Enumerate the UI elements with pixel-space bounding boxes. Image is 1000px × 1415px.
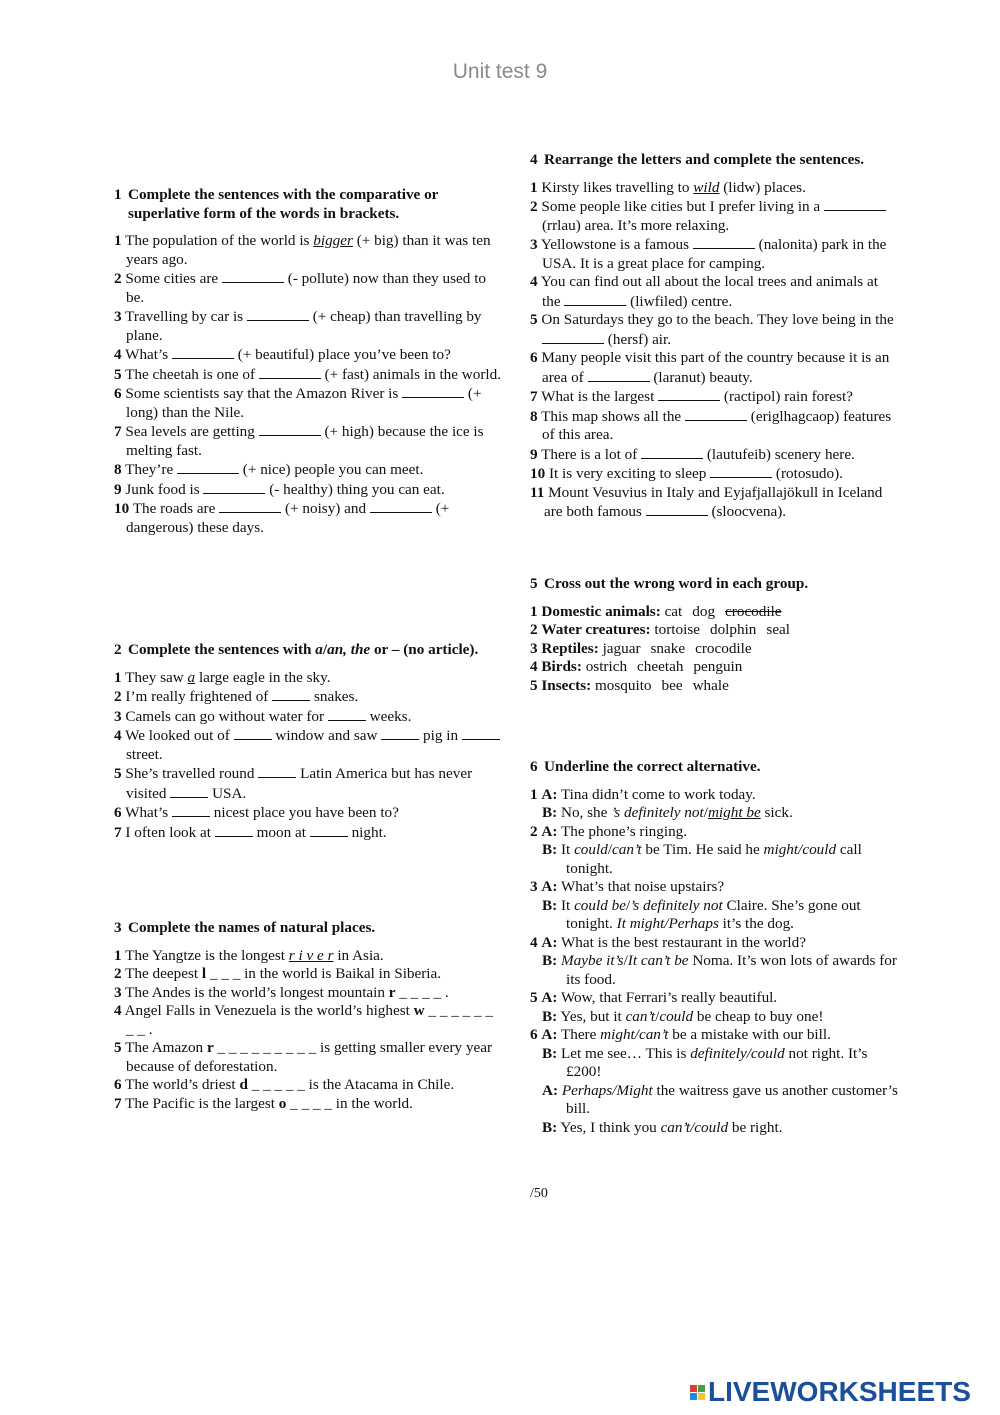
answer-blank[interactable] <box>258 764 296 778</box>
s2-item-3: 3 Camels can go without water for weeks. <box>114 707 412 725</box>
s2-item-4: 4 We looked out of window and saw pig in street. <box>114 726 504 764</box>
answer-blank[interactable] <box>172 803 210 817</box>
alternative-underlined[interactable]: might be <box>707 804 761 821</box>
answer-blank[interactable] <box>170 784 208 798</box>
s1-example-answer: bigger <box>313 232 353 249</box>
s5-group-4: 4 Birds: ostrich cheetah penguin <box>530 658 743 675</box>
word[interactable]: dog <box>692 602 716 620</box>
section-4-heading: 4 Rearrange the letters and complete the sentences. <box>530 151 865 168</box>
s6-line: 2 A: The phone’s ringing. <box>530 822 688 840</box>
s1-item-7: 7 Sea levels are getting (+ high) because the ice is melting fast. <box>114 423 484 459</box>
word[interactable]: crocodile <box>695 639 752 657</box>
s1-item-8: 8 They’re (+ nice) people you can meet. <box>114 461 424 478</box>
answer-blank[interactable] <box>172 345 234 359</box>
s4-item-5: 5 On Saturdays they go to the beach. They love being in the (hersf) air. <box>530 311 894 348</box>
word[interactable]: seal <box>766 621 791 638</box>
s4-item-11: 11 Mount Vesuvius in Italy and Eyjafjallajökull in Iceland are both famous (sloocvena). <box>530 483 883 520</box>
alternative[interactable]: Perhaps/Might <box>561 1081 653 1099</box>
alternative[interactable]: ’s definitely not <box>611 804 704 821</box>
alternative[interactable]: It might/Perhaps <box>616 915 719 932</box>
answer-blank[interactable] <box>234 726 272 740</box>
word[interactable]: cheetah <box>637 658 684 675</box>
s1-item-6: 6 Some scientists say that the Amazon River is (+ long) than the Nile. <box>114 385 482 421</box>
s4-item-8: 8 This map shows all the (eriglhagcaop) features of this area. <box>530 407 892 443</box>
word[interactable]: mosquito <box>594 676 652 694</box>
s5-group-3: 3 Reptiles: jaguar snake crocodile <box>530 639 752 657</box>
s3-item-4[interactable]: 4 Angel Falls in Venezuela is the world’s highest w _ _ _ _ _ _ _ _ . <box>114 1002 493 1038</box>
s6-line: A: Perhaps/Might the waitress gave us another customer’s bill. <box>542 1081 898 1117</box>
alternative[interactable]: definitely/could <box>690 1044 785 1062</box>
s1-item-5: 5 The cheetah is one of (+ fast) animals in the world. <box>114 365 502 383</box>
logo-badge-icon <box>690 1385 705 1400</box>
s4-item-6: 6 Many people visit this part of the country because it is an area of (laranut) beauty. <box>530 349 890 386</box>
word[interactable]: cat <box>664 602 683 620</box>
s5-group-2: 2 Water creatures: tortoise dolphin seal <box>530 621 791 638</box>
alternative[interactable]: can’t/could <box>660 1118 729 1136</box>
s3-item-3[interactable]: 3 The Andes is the world’s longest mountain r _ _ _ _ . <box>114 983 449 1001</box>
s6-line: 4 A: What is the best restaurant in the world? <box>530 933 806 951</box>
answer-blank[interactable] <box>310 823 348 837</box>
s2-item-6: 6 What’s nicest place you have been to? <box>114 804 399 821</box>
s6-line: B: Maybe it’s/It can’t be Noma. It’s won lots of awards for its food. <box>542 952 897 988</box>
answer-blank[interactable] <box>641 445 703 459</box>
s4-item-3: 3 Yellowstone is a famous (nalonita) park in the USA. It is a great place for camping. <box>530 236 887 272</box>
word[interactable]: dolphin <box>709 621 757 638</box>
answer-blank[interactable] <box>259 365 321 379</box>
s1-item-10: 10 The roads are (+ noisy) and (+ dangerous) these days. <box>114 500 450 536</box>
word[interactable]: whale <box>692 676 729 694</box>
word[interactable]: tortoise <box>654 621 700 638</box>
section-6-heading: 6 Underline the correct alternative. <box>530 758 761 775</box>
section-1-heading: 1 Complete the sentences with the comparative or superlative form of the words in brackets. <box>114 186 439 222</box>
answer-blank[interactable] <box>177 460 239 474</box>
answer-blank[interactable] <box>542 330 604 344</box>
alternative[interactable]: It can’t be <box>627 952 689 969</box>
page-title: Unit test 9 <box>452 60 548 83</box>
alternative[interactable]: can’t <box>612 841 642 858</box>
answer-blank[interactable] <box>658 387 720 401</box>
s3-item-2[interactable]: 2 The deepest l _ _ _ in the world is Baikal in Siberia. <box>114 965 442 982</box>
s2-example-answer: a <box>187 668 196 686</box>
answer-blank[interactable] <box>588 368 650 382</box>
section-6 <box>530 758 900 1137</box>
alternative[interactable]: might/could <box>763 841 837 858</box>
answer-blank[interactable] <box>247 307 309 321</box>
answer-blank[interactable] <box>402 384 464 398</box>
answer-blank[interactable] <box>219 499 281 513</box>
s4-item-1: 1 Kirsty likes travelling to wild (lidw) places. <box>530 178 806 196</box>
answer-blank[interactable] <box>259 422 321 436</box>
s1-item-3: 3 Travelling by car is (+ cheap) than travelling by plane. <box>114 308 482 344</box>
alternative[interactable]: could be <box>574 896 626 914</box>
word-crossed-out[interactable]: crocodile <box>725 602 782 620</box>
answer-blank[interactable] <box>462 726 500 740</box>
alternative[interactable]: can’t <box>625 1007 656 1025</box>
s6-line: 6 A: There might/can’t be a mistake with our bill. <box>530 1026 831 1043</box>
alternative[interactable]: could <box>659 1007 694 1025</box>
s6-line: 5 A: Wow, that Ferrari’s really beautiful. <box>530 989 778 1006</box>
answer-blank[interactable] <box>710 464 772 478</box>
answer-blank[interactable] <box>328 707 366 721</box>
s1-item-2: 2 Some cities are (- pollute) now than they used to be. <box>114 270 487 306</box>
word[interactable]: jaguar <box>602 639 641 657</box>
alternative[interactable]: Maybe it’s <box>560 952 624 969</box>
section-5 <box>530 575 900 695</box>
answer-blank[interactable] <box>685 407 747 421</box>
answer-blank[interactable] <box>203 480 265 494</box>
s5-group-5: 5 Insects: mosquito bee whale <box>530 676 729 694</box>
s1-item-9: 9 Junk food is (- healthy) thing you can eat. <box>114 480 445 498</box>
word[interactable]: ostrich <box>585 658 628 675</box>
total-score: /50 <box>530 1186 548 1201</box>
section-3 <box>114 919 504 1113</box>
answer-blank[interactable] <box>564 292 626 306</box>
s1-item-1: 1 The population of the world is bigger (+ big) than it was ten years ago. <box>114 232 491 268</box>
alternative[interactable]: might/can’t <box>600 1026 669 1043</box>
s6-line: B: No, she ’s definitely not/might be sick. <box>542 804 793 821</box>
s1-item-4: 4 What’s (+ beautiful) place you’ve been to? <box>114 346 451 363</box>
s2-item-2: 2 I’m really frightened of snakes. <box>114 688 359 705</box>
s4-item-2: 2 Some people like cities but I prefer living in a (rrlau) area. It’s more relaxing. <box>530 197 900 235</box>
answer-blank[interactable] <box>215 823 253 837</box>
word[interactable]: snake <box>650 639 686 657</box>
answer-blank[interactable] <box>370 499 432 513</box>
s4-item-10: 10 It is very exciting to sleep (rotosudo). <box>530 465 843 482</box>
s3-example-answer: r i v e r <box>288 946 334 964</box>
answer-blank[interactable] <box>222 269 284 283</box>
s3-item-6[interactable]: 6 The world’s driest d _ _ _ _ _ is the Atacama in Chile. <box>114 1076 455 1093</box>
section-5-heading: 5 Cross out the wrong word in each group. <box>530 575 809 592</box>
section-4 <box>530 151 900 522</box>
s4-item-9: 9 There is a lot of (lautufeib) scenery here. <box>530 445 855 463</box>
word[interactable]: bee <box>661 676 683 694</box>
section-1 <box>114 186 504 537</box>
s3-item-7[interactable]: 7 The Pacific is the largest o _ _ _ _ in the world. <box>114 1094 413 1112</box>
s5-group-1: 1 Domestic animals: cat dog crocodile <box>530 602 782 620</box>
s6-line: B: Let me see… This is definitely/could not right. It’s £200! <box>542 1044 868 1080</box>
s6-line: 1 A: Tina didn’t come to work today. <box>530 785 756 803</box>
s4-item-7: 7 What is the largest (ractipol) rain forest? <box>530 388 853 405</box>
s2-item-5: 5 She’s travelled round Latin America but has never visited USA. <box>114 765 473 802</box>
answer-blank[interactable] <box>646 502 708 516</box>
liveworksheets-logo <box>690 1376 971 1408</box>
alternative[interactable]: could <box>574 841 608 858</box>
s3-item-5[interactable]: 5 The Amazon r _ _ _ _ _ _ _ _ _ is getting smaller every year because of deforestation. <box>114 1039 493 1075</box>
s6-line: 3 A: What’s that noise upstairs? <box>530 878 725 895</box>
section-2-heading: 2 Complete the sentences with a/an, the or – (no article). <box>114 641 479 658</box>
s6-line: B: It could be/’s definitely not Claire. She’s gone out tonight. It might/Perhaps it’s the dog. <box>542 896 861 932</box>
word[interactable]: penguin <box>693 658 743 675</box>
answer-blank[interactable] <box>824 197 886 211</box>
s2-item-1: 1 They saw a large eagle in the sky. <box>114 668 331 686</box>
logo-text: LIVEWORKSHEETS <box>708 1376 971 1407</box>
s2-item-7: 7 I often look at moon at night. <box>114 823 387 841</box>
section-3-heading: 3 Complete the names of natural places. <box>114 919 376 936</box>
answer-blank[interactable] <box>693 235 755 249</box>
answer-blank[interactable] <box>272 687 310 701</box>
alternative[interactable]: ’s definitely not <box>630 896 723 914</box>
s6-line: B: Yes, but it can’t/could be cheap to buy one! <box>542 1007 824 1025</box>
s3-item-1: 1 The Yangtze is the longest r i v e r in Asia. <box>114 946 384 964</box>
s6-line: B: It could/can’t be Tim. He said he might/could call tonight. <box>542 841 862 877</box>
section-2 <box>114 641 504 842</box>
s6-line: B: Yes, I think you can’t/could be right. <box>542 1118 783 1136</box>
s4-example-answer: wild <box>693 178 720 196</box>
answer-blank[interactable] <box>381 726 419 740</box>
s4-item-4: 4 You can find out all about the local trees and animals at the (liwfiled) centre. <box>530 273 878 310</box>
